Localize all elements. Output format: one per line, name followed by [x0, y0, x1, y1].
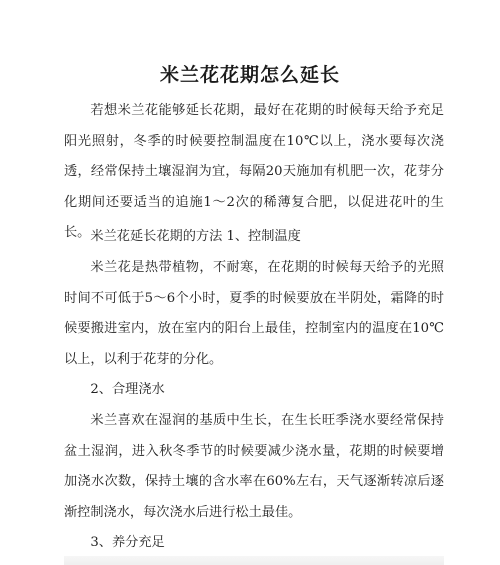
document-title: 米兰花花期怎么延长 [159, 64, 340, 86]
section1-heading: 米兰花延长花期的方法 1、控制温度 [90, 229, 301, 244]
page-cutoff-fade [64, 556, 444, 565]
section3-heading: 3、养分充足 [90, 535, 165, 550]
section2-paragraph: 米兰喜欢在湿润的基质中生长，在生长旺季浇水要经常保持盆土湿润，进入秋冬季节的时候要减少浇水量，花期的时候要增加浇水次数，保持土壤的含水率在60%左右，天气逐渐转凉后逐渐控制浇水，每次浇水后进行松土最佳。 [64, 413, 444, 520]
section1-paragraph: 米兰花是热带植物，不耐寒，在花期的时候每天给予的光照时间不可低于5～6个小时，夏季的时候要放在半阴处，霜降的时候要搬进室内，放在室内的阳台上最佳，控制室内的温度在10℃以上，以利于花芽的分化。 [64, 260, 444, 367]
section2-heading: 2、合理浇水 [90, 382, 165, 397]
intro-paragraph: 若想米兰花能够延长花期，最好在花期的时候每天给予充足阳光照射，冬季的时候要控制温度在10℃以上，浇水要每次浇透，经常保持土壤湿润为宜，每隔20天施加有机肥一次，花芽分化期间还要适当的追施1～2次的稀薄复合肥，以促进花叶的生长。 [64, 103, 444, 240]
